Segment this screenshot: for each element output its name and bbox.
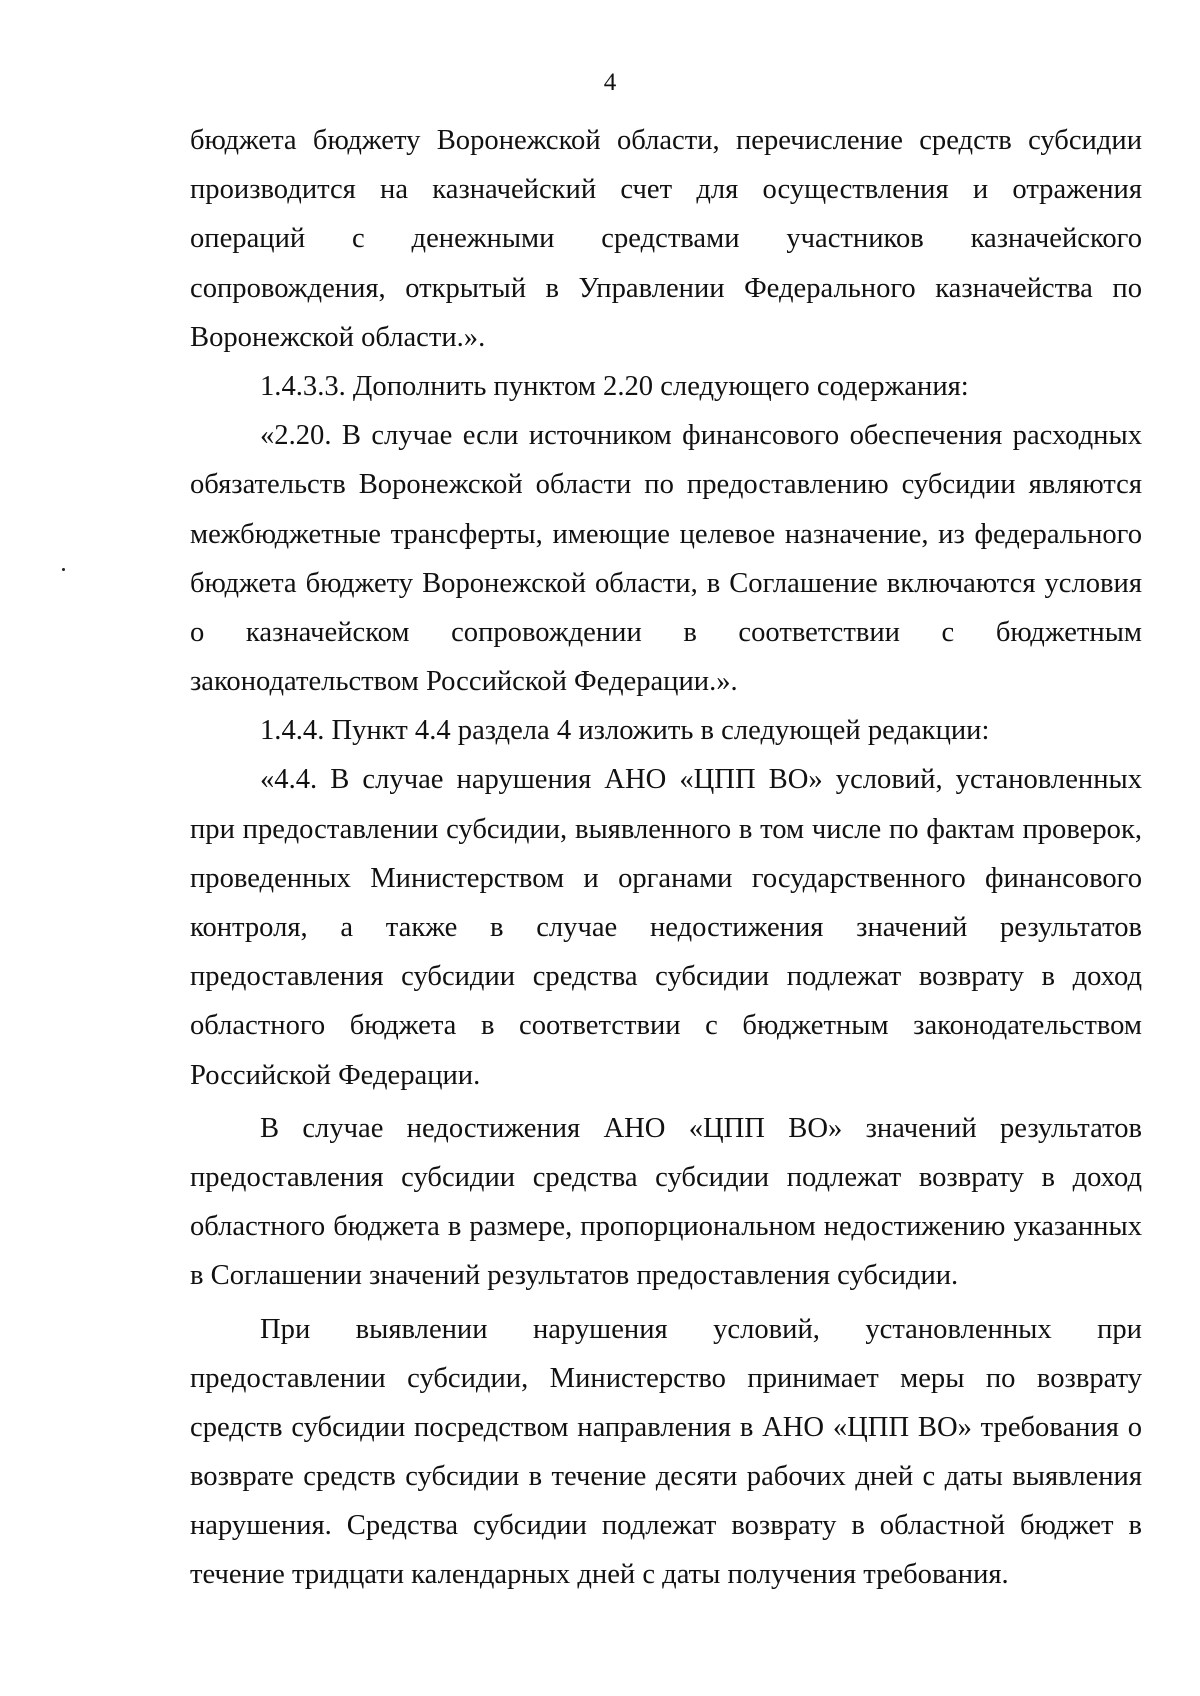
text-line: производится на казначейский счет для осуществления и отражения bbox=[190, 174, 1142, 206]
text-line: проведенных Министерством и органами государственного финансового bbox=[190, 862, 1142, 894]
page-number: 4 bbox=[603, 69, 617, 96]
text-line: областного бюджета в размере, пропорциональном недостижению указанных bbox=[190, 1211, 1142, 1243]
text-line: областного бюджета в соответствии с бюджетным законодательством bbox=[190, 1010, 1142, 1042]
text-line: «4.4. В случае нарушения АНО «ЦПП ВО» условий, установленных bbox=[260, 764, 1142, 796]
text-line: межбюджетные трансферты, имеющие целевое назначение, из федерального bbox=[190, 518, 1142, 550]
text-line: бюджета бюджету Воронежской области, перечисление средств субсидии bbox=[190, 125, 1142, 156]
text-line: о казначейском сопровождении в соответствии с бюджетным bbox=[190, 616, 1142, 648]
text-line: сопровождения, открытый в Управлении Федерального казначейства по bbox=[190, 272, 1142, 304]
text-line: обязательств Воронежской области по предоставлению субсидии являются bbox=[190, 469, 1142, 501]
text-line: 1.4.4. Пункт 4.4 раздела 4 изложить в следующей редакции: bbox=[260, 715, 990, 747]
text-line: контроля, а также в случае недостижения значений результатов bbox=[190, 912, 1142, 943]
text-line: предоставления субсидии средства субсидии подлежат возврату в доход bbox=[190, 961, 1142, 993]
text-line: при предоставлении субсидии, выявленного в том числе по фактам проверок, bbox=[190, 813, 1142, 845]
document-body bbox=[190, 116, 1142, 1600]
text-line: нарушения. Средства субсидии подлежат возврату в областной бюджет в bbox=[190, 1510, 1142, 1542]
text-line: течение тридцати календарных дней с даты получения требования. bbox=[190, 1559, 1009, 1591]
text-line: предоставлении субсидии, Министерство принимает меры по возврату bbox=[190, 1362, 1142, 1394]
text-line: «2.20. В случае если источником финансового обеспечения расходных bbox=[260, 420, 1142, 452]
text-line: При выявлении нарушения условий, установленных при bbox=[260, 1313, 1142, 1345]
text-line: 1.4.3.3. Дополнить пунктом 2.20 следующего содержания: bbox=[260, 370, 969, 402]
text-line: средств субсидии посредством направления в АНО «ЦПП ВО» требования о bbox=[190, 1411, 1142, 1443]
text-line: Российской Федерации. bbox=[190, 1059, 481, 1091]
text-line: Воронежской области.». bbox=[190, 321, 486, 353]
text-line: законодательством Российской Федерации.». bbox=[190, 666, 738, 698]
text-line: бюджета бюджету Воронежской области, в Соглашение включаются условия bbox=[190, 567, 1142, 599]
text-line: в Соглашении значений результатов предоставления субсидии. bbox=[190, 1260, 959, 1292]
text-line: операций с денежными средствами участников казначейского bbox=[190, 223, 1142, 255]
text-line: В случае недостижения АНО «ЦПП ВО» значений результатов bbox=[260, 1112, 1142, 1144]
scan-artifact-dot bbox=[62, 568, 65, 571]
text-line: возврате средств субсидии в течение десяти рабочих дней с даты выявления bbox=[190, 1461, 1142, 1493]
text-line: предоставления субсидии средства субсидии подлежат возврату в доход bbox=[190, 1161, 1142, 1193]
